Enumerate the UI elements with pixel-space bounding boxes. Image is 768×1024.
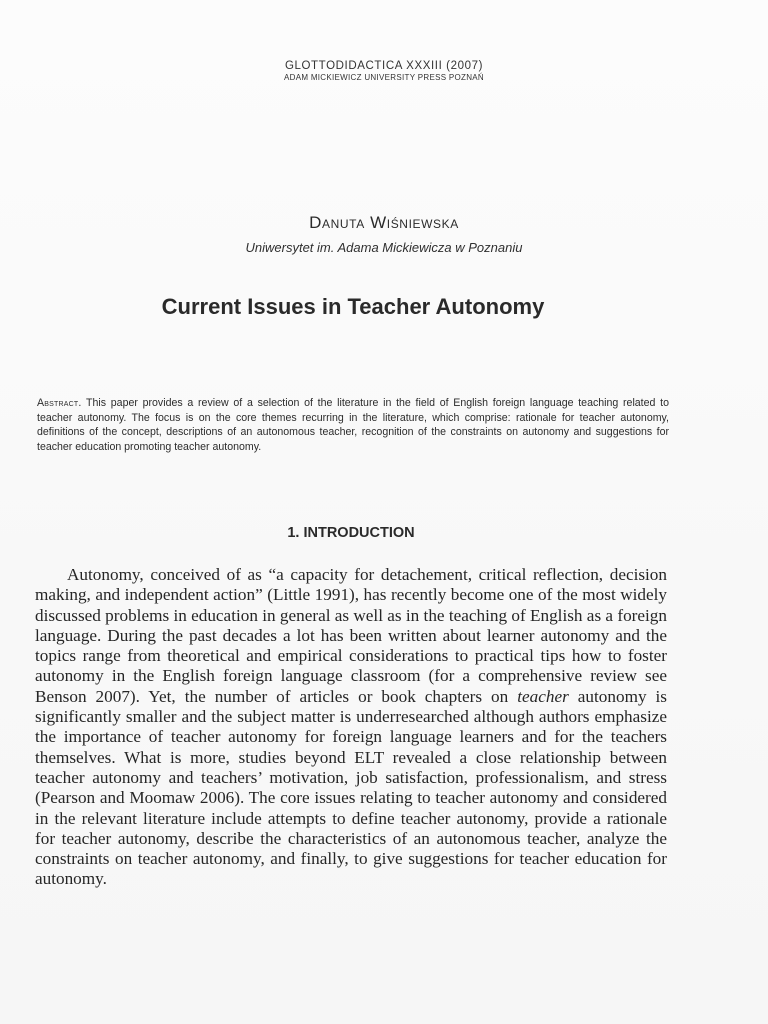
abstract-label: Abstract. <box>37 397 82 409</box>
paragraph-text-1: Autonomy, conceived of as “a capacity for detachement, critical reflection, decision making, and independent action” (Little 1991), has recently become one of the most widely discussed problems in education in general as well as in the teaching of English as a foreign language. During the past decades a lot has been written about learner autonomy and the topics range from theoretical and empirical considerations to practical tips how to foster autonomy in the English foreign language classroom (for a comprehensive review see Benson 2007). Yet, the number of articles or book chapters on <box>35 565 667 706</box>
paragraph-text-2: autonomy is significantly smaller and the subject matter is underresearched although authors emphasize the importance of teacher autonomy for foreign language learners and for the teachers themselves. What is more, studies beyond ELT revealed a close relationship between teacher autonomy and teachers’ motivation, job satisfaction, professionalism, and stress (Pearson and Moomaw 2006). The core issues relating to teacher autonomy and considered in the relevant literature include attempts to define teacher autonomy, provide a rationale for teacher autonomy, describe the characteristics of an autonomous teacher, analyze the constraints on teacher autonomy, and finally, to give suggestions for teacher education for autonomy. <box>35 686 667 889</box>
section-heading: 1. INTRODUCTION <box>287 525 415 541</box>
publisher-line: ADAM MICKIEWICZ UNIVERSITY PRESS POZNAŃ <box>283 73 485 82</box>
abstract-text: This paper provides a review of a selection of the literature in the field of English foreign language teaching related to teacher autonomy. The focus is on the core themes recurring in the literature, which comprise: rationale for teacher autonomy, definitions of the concept, descriptions of an autonomous teacher, recognition of the constraints on autonomy and suggestions for teacher education promoting teacher autonomy. <box>37 397 669 453</box>
paper-title: Current Issues in Teacher Autonomy <box>161 294 545 319</box>
paragraph-italic-word: teacher <box>517 686 569 706</box>
author-name: Danuta Wiśniewska <box>309 213 459 232</box>
body-paragraph <box>35 565 667 890</box>
journal-header <box>0 59 768 83</box>
author-affiliation: Uniwersytet im. Adama Mickiewicza w Poznaniu <box>245 240 523 255</box>
journal-name: GLOTTODIDACTICA XXXIII (2007) <box>284 60 484 72</box>
abstract <box>37 396 669 454</box>
